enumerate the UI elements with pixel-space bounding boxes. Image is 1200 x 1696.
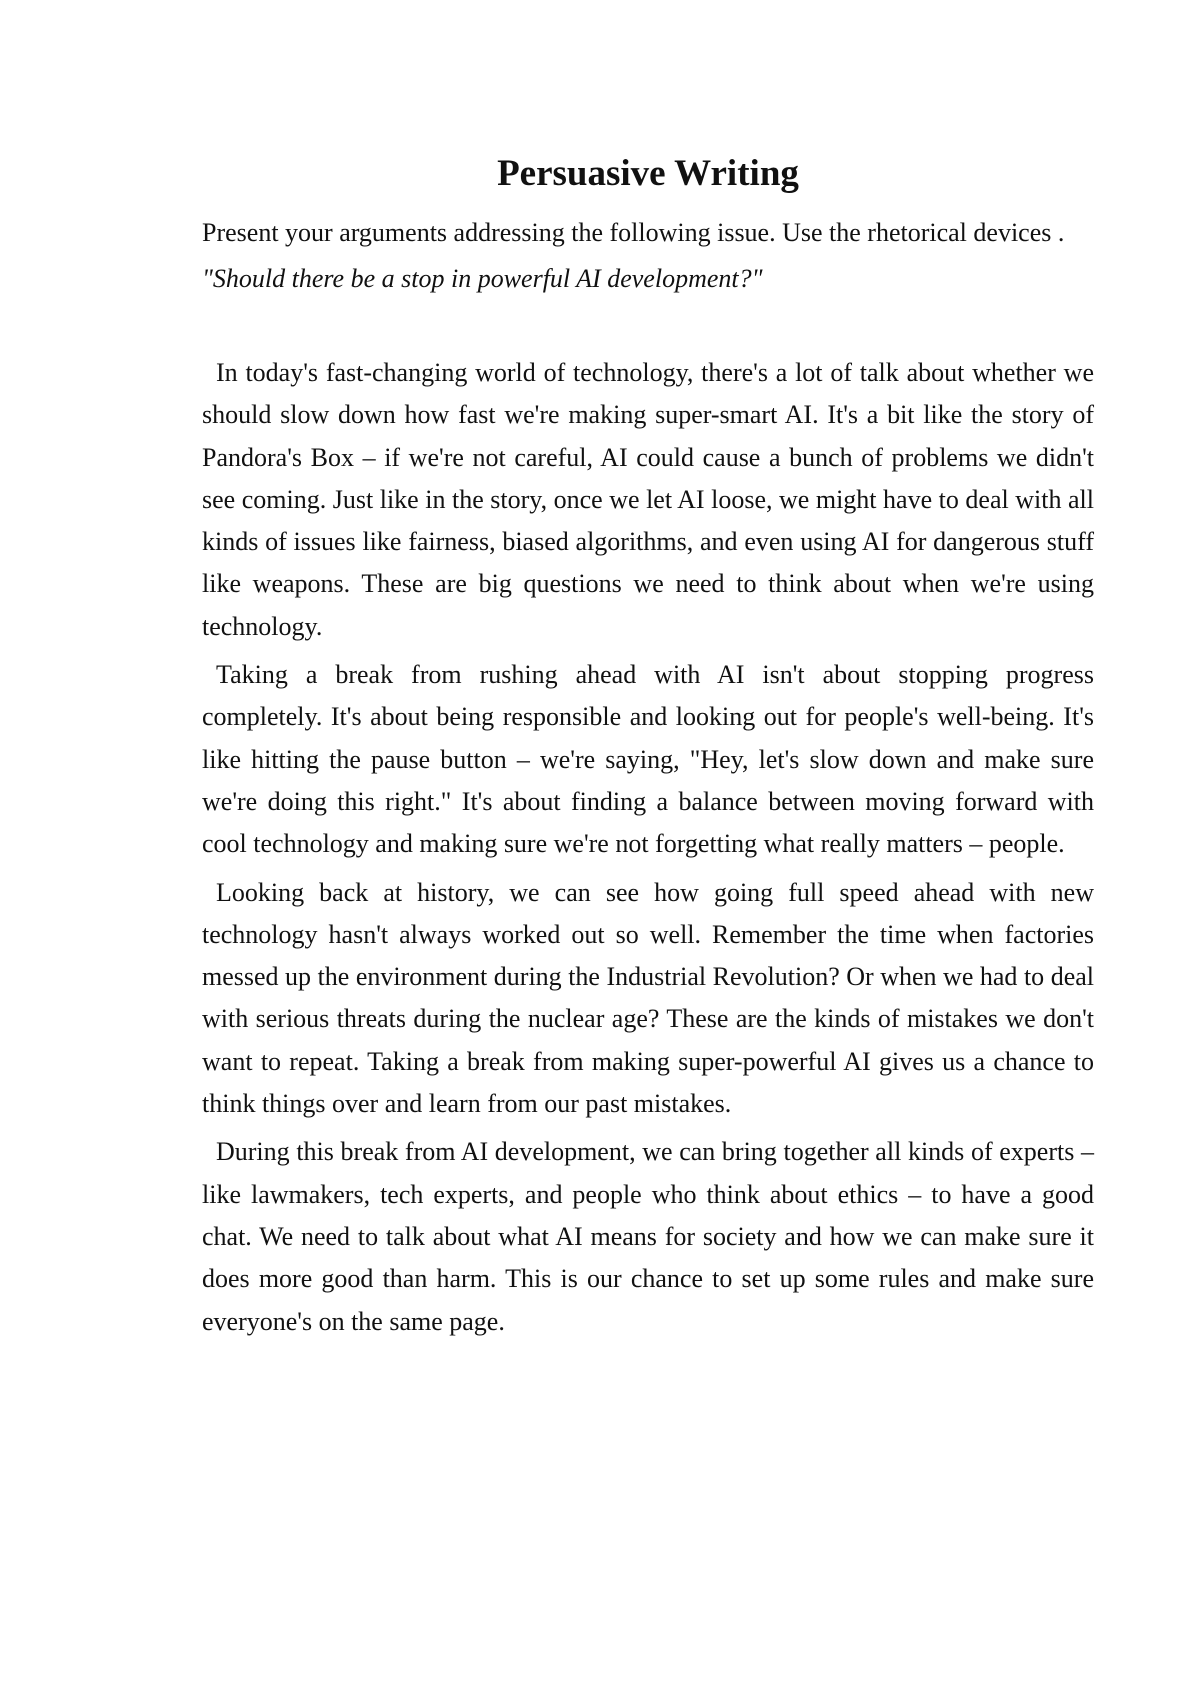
document-content bbox=[202, 150, 1094, 1349]
essay-prompt: "Should there be a stop in powerful AI development?" bbox=[202, 264, 763, 293]
essay-body bbox=[202, 352, 1094, 1343]
essay-paragraph-3: Looking back at history, we can see how going full speed ahead with new technology hasn't always worked out so well. Remember the time when factories messed up the environment during the Industrial Revolution? Or when we had to deal with serious threats during the nuclear age? These are the kinds of mistakes we don't want to repeat. Taking a break from making super-powerful AI gives us a chance to think things over and learn from our past mistakes. bbox=[202, 877, 1094, 1119]
document-title: Persuasive Writing bbox=[497, 153, 799, 194]
assignment-instructions: Present your arguments addressing the following issue. Use the rhetorical devices . bbox=[202, 218, 1065, 247]
essay-paragraph-1: In today's fast-changing world of technology, there's a lot of talk about whether we should slow down how fast we're making super-smart AI. It's a bit like the story of Pandora's Box – if we're not careful, AI could cause a bunch of problems we didn't see coming. Just like in the story, once we let AI loose, we might have to deal with all kinds of issues like fairness, biased algorithms, and even using AI for dangerous stuff like weapons. These are big questions we need to think about when we're using technology. bbox=[202, 358, 1094, 641]
essay-paragraph-4: During this break from AI development, we can bring together all kinds of experts – like lawmakers, tech experts, and people who think about ethics – to have a good chat. We need to talk about what AI means for society and how we can make sure it does more good than harm. This is our chance to set up some rules and make sure everyone's on the same page. bbox=[202, 1137, 1094, 1336]
essay-paragraph-2: Taking a break from rushing ahead with AI isn't about stopping progress completely. It's about being responsible and looking out for people's well-being. It's like hitting the pause button – we're saying, "Hey, let's slow down and make sure we're doing this right." It's about finding a balance between moving forward with cool technology and making sure we're not forgetting what really matters – people. bbox=[202, 660, 1094, 859]
